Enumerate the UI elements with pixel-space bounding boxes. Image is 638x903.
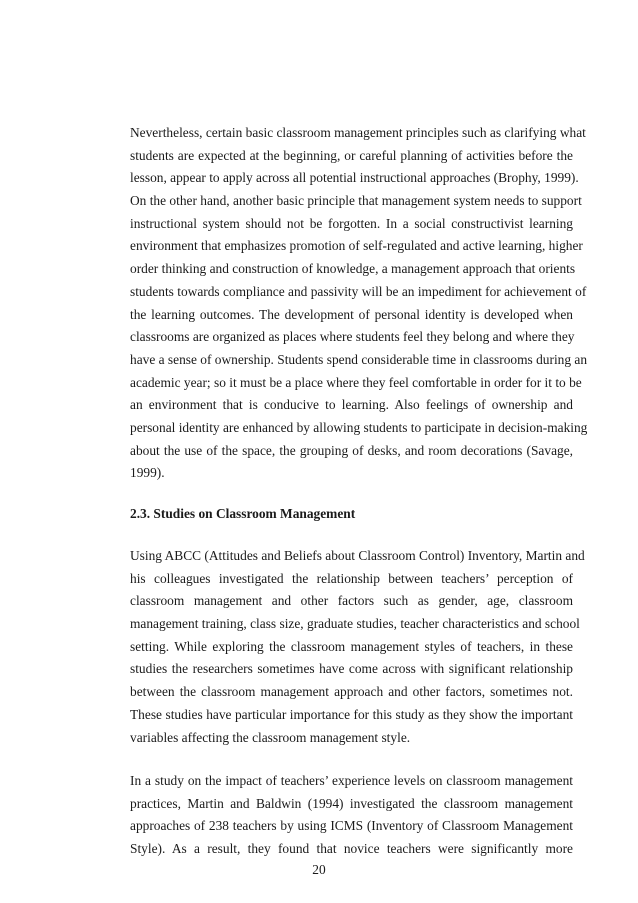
section-heading: 2.3. Studies on Classroom Management (130, 506, 356, 521)
paragraph-1 (130, 122, 588, 485)
paragraph-1-line: the learning outcomes. The development of personal identity is developed when (130, 306, 573, 322)
paragraph-3-line: Style). As a result, they found that novice teachers were significantly more (130, 841, 573, 857)
paragraph-1-line: personal identity are enhanced by allowing students to participate in decision-making (130, 419, 588, 435)
paragraph-1-line: students towards compliance and passivity will be an impediment for achievement of (130, 283, 587, 299)
paragraph-2-line: between the classroom management approach and other factors, sometimes not. (130, 684, 573, 700)
paragraph-3-line: practices, Martin and Baldwin (1994) investigated the classroom management (130, 795, 573, 811)
paragraph-1-line: about the use of the space, the grouping of desks, and room decorations (Savage, (130, 442, 573, 458)
paragraph-1-line: academic year; so it must be a place where they feel comfortable in order for it to be (130, 374, 582, 390)
paragraph-1-line: 1999). (130, 465, 165, 481)
paragraph-2-line: his colleagues investigated the relationship between teachers’ perception of (130, 570, 573, 586)
paragraph-3-line: approaches of 238 teachers by using ICMS (Inventory of Classroom Management (130, 818, 573, 834)
paragraph-1-line: On the other hand, another basic principle that management system needs to support (130, 193, 582, 209)
paragraph-1-line: Nevertheless, certain basic classroom management principles such as clarifying what (130, 125, 586, 140)
paragraph-2-line: These studies have particular importance for this study as they show the important (130, 706, 573, 722)
paragraph-2-line: setting. While exploring the classroom management styles of teachers, in these (130, 638, 573, 654)
paragraph-3 (130, 770, 573, 861)
paragraph-1-line: order thinking and construction of knowledge, a management approach that orients (130, 261, 576, 277)
paragraph-1-line: instructional system should not be forgotten. In a social constructivist learning (130, 215, 573, 231)
paragraph-1-line: lesson, appear to apply across all potential instructional approaches (Brophy, 1999). (130, 170, 579, 186)
paragraph-2-line: management training, class size, graduate studies, teacher characteristics and school (130, 616, 580, 632)
page-number: 20 (312, 862, 326, 877)
paragraph-1-line: classrooms are organized as places where students feel they belong and where they (130, 329, 575, 345)
paragraph-2-line: studies the researchers sometimes have come across with significant relationship (130, 661, 573, 677)
paragraph-2-line: Using ABCC (Attitudes and Beliefs about Classroom Control) Inventory, Martin and (130, 548, 585, 563)
paragraph-1-line: environment that emphasizes promotion of self-regulated and active learning, higher (130, 238, 583, 254)
paragraph-2-line: variables affecting the classroom management style. (130, 729, 411, 745)
paragraph-1-line: students are expected at the beginning, or careful planning of activities before the (130, 147, 573, 163)
paragraph-2-line: classroom management and other factors such as gender, age, classroom (130, 593, 573, 609)
paragraph-1-line: an environment that is conducive to learning. Also feelings of ownership and (130, 397, 573, 413)
paragraph-3-line: In a study on the impact of teachers’ experience levels on classroom management (130, 773, 573, 788)
paragraph-1-line: have a sense of ownership. Students spend considerable time in classrooms during an (130, 351, 588, 367)
paragraph-2 (130, 545, 585, 749)
